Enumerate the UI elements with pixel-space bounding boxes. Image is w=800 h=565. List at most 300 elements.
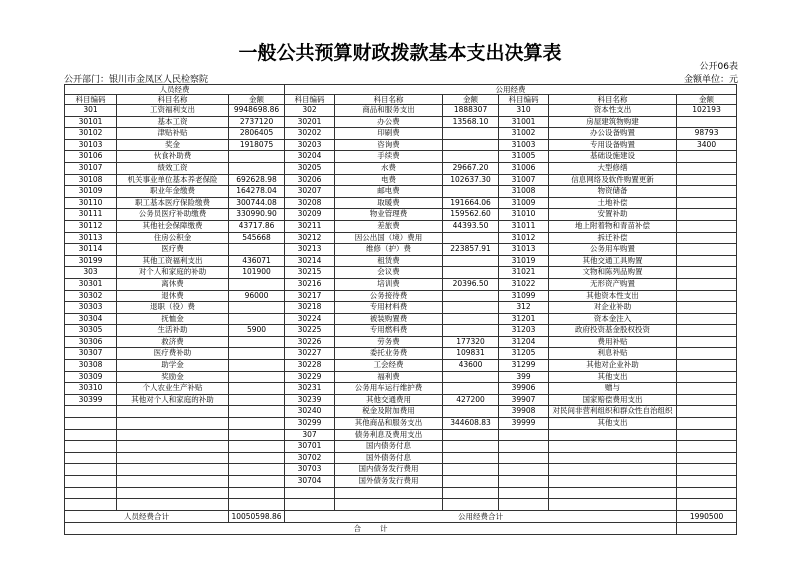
table-row bbox=[65, 128, 737, 140]
name-cell bbox=[117, 418, 229, 430]
table-row bbox=[65, 360, 737, 372]
amount-cell: 1888307 bbox=[443, 105, 499, 117]
table-row bbox=[65, 302, 737, 314]
code-cell: 30101 bbox=[65, 116, 117, 128]
amount-cell bbox=[229, 162, 285, 174]
name-cell: 离休费 bbox=[117, 278, 229, 290]
code-cell: 31204 bbox=[499, 336, 549, 348]
amount-cell: 3400 bbox=[677, 139, 737, 151]
amount-cell bbox=[677, 406, 737, 418]
name-cell: 文物和陈列品购置 bbox=[549, 267, 677, 279]
name-cell: 职工基本医疗保险缴费 bbox=[117, 197, 229, 209]
amount-cell: 2806405 bbox=[229, 128, 285, 140]
table-row bbox=[65, 325, 737, 337]
code-cell bbox=[499, 487, 549, 499]
code-cell: 31022 bbox=[499, 278, 549, 290]
table-row bbox=[65, 336, 737, 348]
name-cell: 税金及附加费用 bbox=[335, 406, 443, 418]
amount-cell bbox=[443, 499, 499, 511]
amount-cell bbox=[229, 336, 285, 348]
code-cell: 31005 bbox=[499, 151, 549, 163]
name-cell bbox=[335, 487, 443, 499]
table-row bbox=[65, 429, 737, 441]
name-cell: 津贴补贴 bbox=[117, 128, 229, 140]
table-row bbox=[65, 452, 737, 464]
amount-cell bbox=[677, 313, 737, 325]
name-cell: 被装购置费 bbox=[335, 313, 443, 325]
table-row bbox=[65, 348, 737, 360]
amount-cell: 427200 bbox=[443, 394, 499, 406]
code-cell: 30106 bbox=[65, 151, 117, 163]
name-cell: 培训费 bbox=[335, 278, 443, 290]
code-cell: 30201 bbox=[285, 116, 335, 128]
table-row bbox=[65, 278, 737, 290]
amount-cell bbox=[677, 220, 737, 232]
name-cell: 公务用车购置 bbox=[549, 244, 677, 256]
name-cell: 因公出国（境）费用 bbox=[335, 232, 443, 244]
name-cell: 基本工资 bbox=[117, 116, 229, 128]
amount-cell bbox=[443, 383, 499, 395]
amount-cell bbox=[229, 244, 285, 256]
amount-cell: 1918075 bbox=[229, 139, 285, 151]
name-cell: 政府投资基金股权投资 bbox=[549, 325, 677, 337]
amount-cell bbox=[229, 394, 285, 406]
code-cell: 30209 bbox=[285, 209, 335, 221]
amount-cell bbox=[229, 383, 285, 395]
name-cell: 奖金 bbox=[117, 139, 229, 151]
code-cell bbox=[65, 452, 117, 464]
code-cell bbox=[499, 476, 549, 488]
amount-cell bbox=[443, 371, 499, 383]
name-cell: 邮电费 bbox=[335, 186, 443, 198]
amount-cell bbox=[677, 302, 737, 314]
code-cell: 312 bbox=[499, 302, 549, 314]
table-row bbox=[65, 499, 737, 511]
amount-cell bbox=[443, 267, 499, 279]
code-cell: 30109 bbox=[65, 186, 117, 198]
name-cell: 赠与 bbox=[549, 383, 677, 395]
code-cell: 31299 bbox=[499, 360, 549, 372]
col-header-code: 科目编码 bbox=[65, 95, 117, 105]
name-cell: 退职（役）费 bbox=[117, 302, 229, 314]
name-cell: 救济费 bbox=[117, 336, 229, 348]
code-cell: 30108 bbox=[65, 174, 117, 186]
code-cell bbox=[65, 429, 117, 441]
amount-cell bbox=[443, 325, 499, 337]
table-row bbox=[65, 255, 737, 267]
code-cell: 30203 bbox=[285, 139, 335, 151]
table-row bbox=[65, 197, 737, 209]
amount-cell bbox=[443, 452, 499, 464]
name-cell: 地上附着物和青苗补偿 bbox=[549, 220, 677, 232]
amount-cell bbox=[443, 151, 499, 163]
amount-cell bbox=[677, 116, 737, 128]
name-cell: 国外债务付息 bbox=[335, 452, 443, 464]
name-cell: 对民间非营利组织和群众性自治组织 bbox=[549, 406, 677, 418]
code-cell: 30239 bbox=[285, 394, 335, 406]
name-cell: 大型修缮 bbox=[549, 162, 677, 174]
col-header-code: 科目编码 bbox=[499, 95, 549, 105]
amount-cell bbox=[677, 255, 737, 267]
amount-cell bbox=[229, 476, 285, 488]
col-header-amount: 金额 bbox=[443, 95, 499, 105]
code-cell: 30302 bbox=[65, 290, 117, 302]
amount-cell bbox=[677, 418, 737, 430]
amount-cell: 545668 bbox=[229, 232, 285, 244]
code-cell: 30702 bbox=[285, 452, 335, 464]
public-group-header: 公用经费 bbox=[285, 85, 737, 95]
table-row bbox=[65, 186, 737, 198]
name-cell: 办公设备购置 bbox=[549, 128, 677, 140]
amount-cell bbox=[443, 441, 499, 453]
table-row bbox=[65, 105, 737, 117]
name-cell: 公务员医疗补助缴费 bbox=[117, 209, 229, 221]
name-cell: 其他对企业补助 bbox=[549, 360, 677, 372]
amount-cell: 2737120 bbox=[229, 116, 285, 128]
code-cell: 39907 bbox=[499, 394, 549, 406]
code-cell: 30301 bbox=[65, 278, 117, 290]
code-cell bbox=[499, 464, 549, 476]
amount-cell: 344608.83 bbox=[443, 418, 499, 430]
code-cell bbox=[499, 441, 549, 453]
name-cell: 其他工资福利支出 bbox=[117, 255, 229, 267]
code-cell: 39908 bbox=[499, 406, 549, 418]
code-cell: 30199 bbox=[65, 255, 117, 267]
code-cell: 30215 bbox=[285, 267, 335, 279]
amount-cell bbox=[677, 429, 737, 441]
name-cell: 其他交通工具购置 bbox=[549, 255, 677, 267]
amount-cell: 102193 bbox=[677, 105, 737, 117]
code-cell: 30114 bbox=[65, 244, 117, 256]
name-cell bbox=[549, 499, 677, 511]
code-cell: 30224 bbox=[285, 313, 335, 325]
amount-cell bbox=[677, 290, 737, 302]
code-cell: 30110 bbox=[65, 197, 117, 209]
amount-cell bbox=[443, 302, 499, 314]
code-cell: 31010 bbox=[499, 209, 549, 221]
amount-cell: 109831 bbox=[443, 348, 499, 360]
name-cell: 其他支出 bbox=[549, 371, 677, 383]
code-cell: 30111 bbox=[65, 209, 117, 221]
code-cell: 30228 bbox=[285, 360, 335, 372]
amount-cell bbox=[677, 452, 737, 464]
code-cell: 30213 bbox=[285, 244, 335, 256]
code-cell: 30218 bbox=[285, 302, 335, 314]
amount-cell bbox=[443, 313, 499, 325]
table-row bbox=[65, 406, 737, 418]
code-cell: 30310 bbox=[65, 383, 117, 395]
table-row bbox=[65, 244, 737, 256]
name-cell: 退休费 bbox=[117, 290, 229, 302]
amount-cell: 98793 bbox=[677, 128, 737, 140]
amount-cell: 9948698.86 bbox=[229, 105, 285, 117]
name-cell: 住房公积金 bbox=[117, 232, 229, 244]
unit-label: 金额单位：元 bbox=[683, 75, 738, 85]
table-row bbox=[65, 487, 737, 499]
code-cell: 303 bbox=[65, 267, 117, 279]
name-cell: 绩效工资 bbox=[117, 162, 229, 174]
amount-cell bbox=[229, 441, 285, 453]
code-cell: 30240 bbox=[285, 406, 335, 418]
amount-cell bbox=[229, 464, 285, 476]
name-cell: 差旅费 bbox=[335, 220, 443, 232]
amount-cell bbox=[443, 476, 499, 488]
code-cell: 30227 bbox=[285, 348, 335, 360]
grand-total-value bbox=[677, 522, 737, 534]
code-cell bbox=[285, 487, 335, 499]
amount-cell: 5900 bbox=[229, 325, 285, 337]
amount-cell: 96000 bbox=[229, 290, 285, 302]
name-cell: 劳务费 bbox=[335, 336, 443, 348]
amount-cell: 330990.90 bbox=[229, 209, 285, 221]
name-cell: 其他支出 bbox=[549, 418, 677, 430]
form-code: 公开06表 bbox=[699, 62, 738, 72]
name-cell: 资本金注入 bbox=[549, 313, 677, 325]
amount-cell: 101900 bbox=[229, 267, 285, 279]
code-cell: 31012 bbox=[499, 232, 549, 244]
code-cell: 31099 bbox=[499, 290, 549, 302]
amount-cell bbox=[677, 464, 737, 476]
code-cell: 30205 bbox=[285, 162, 335, 174]
code-cell: 30304 bbox=[65, 313, 117, 325]
name-cell bbox=[335, 499, 443, 511]
code-cell bbox=[285, 499, 335, 511]
name-cell: 公务接待费 bbox=[335, 290, 443, 302]
code-cell: 31011 bbox=[499, 220, 549, 232]
amount-cell bbox=[443, 255, 499, 267]
code-cell: 30225 bbox=[285, 325, 335, 337]
code-cell bbox=[65, 464, 117, 476]
name-cell: 电费 bbox=[335, 174, 443, 186]
amount-cell bbox=[677, 371, 737, 383]
code-cell: 31203 bbox=[499, 325, 549, 337]
code-cell: 30207 bbox=[285, 186, 335, 198]
name-cell: 工会经费 bbox=[335, 360, 443, 372]
name-cell: 对个人和家庭的补助 bbox=[117, 267, 229, 279]
amount-cell bbox=[677, 267, 737, 279]
amount-cell bbox=[677, 278, 737, 290]
name-cell: 无形资产购置 bbox=[549, 278, 677, 290]
code-cell: 30202 bbox=[285, 128, 335, 140]
table-row bbox=[65, 116, 737, 128]
amount-cell bbox=[229, 278, 285, 290]
code-cell bbox=[65, 406, 117, 418]
name-cell: 基础设施建设 bbox=[549, 151, 677, 163]
table-row bbox=[65, 476, 737, 488]
name-cell bbox=[117, 429, 229, 441]
name-cell: 费用补贴 bbox=[549, 336, 677, 348]
code-cell: 30303 bbox=[65, 302, 117, 314]
name-cell: 委托业务费 bbox=[335, 348, 443, 360]
table-row bbox=[65, 313, 737, 325]
code-cell: 31021 bbox=[499, 267, 549, 279]
amount-cell bbox=[677, 325, 737, 337]
amount-cell bbox=[229, 360, 285, 372]
code-cell bbox=[499, 429, 549, 441]
amount-cell bbox=[677, 383, 737, 395]
amount-cell bbox=[677, 162, 737, 174]
col-header-name: 科目名称 bbox=[117, 95, 229, 105]
name-cell: 水费 bbox=[335, 162, 443, 174]
name-cell: 取暖费 bbox=[335, 197, 443, 209]
amount-cell bbox=[677, 197, 737, 209]
col-header-amount: 金额 bbox=[229, 95, 285, 105]
amount-cell bbox=[677, 209, 737, 221]
name-cell bbox=[117, 452, 229, 464]
name-cell bbox=[117, 487, 229, 499]
name-cell: 医疗费 bbox=[117, 244, 229, 256]
amount-cell bbox=[443, 128, 499, 140]
name-cell bbox=[549, 464, 677, 476]
table-row bbox=[65, 174, 737, 186]
name-cell: 安置补助 bbox=[549, 209, 677, 221]
code-cell bbox=[65, 441, 117, 453]
name-cell: 工资福利支出 bbox=[117, 105, 229, 117]
code-cell: 30212 bbox=[285, 232, 335, 244]
code-cell: 30214 bbox=[285, 255, 335, 267]
amount-cell: 300744.08 bbox=[229, 197, 285, 209]
amount-cell: 13568.10 bbox=[443, 116, 499, 128]
code-cell: 39999 bbox=[499, 418, 549, 430]
name-cell bbox=[117, 499, 229, 511]
amount-cell bbox=[229, 348, 285, 360]
table-row bbox=[65, 139, 737, 151]
grand-total-row bbox=[65, 522, 737, 534]
group-header-row bbox=[65, 85, 737, 95]
code-cell: 30399 bbox=[65, 394, 117, 406]
name-cell: 国家赔偿费用支出 bbox=[549, 394, 677, 406]
code-cell: 31009 bbox=[499, 197, 549, 209]
name-cell: 资本性支出 bbox=[549, 105, 677, 117]
code-cell: 30703 bbox=[285, 464, 335, 476]
amount-cell bbox=[443, 290, 499, 302]
name-cell: 土地补偿 bbox=[549, 197, 677, 209]
code-cell bbox=[499, 499, 549, 511]
code-cell: 31201 bbox=[499, 313, 549, 325]
amount-cell: 20396.50 bbox=[443, 278, 499, 290]
amount-cell: 43600 bbox=[443, 360, 499, 372]
code-cell: 30309 bbox=[65, 371, 117, 383]
code-cell: 31007 bbox=[499, 174, 549, 186]
amount-cell bbox=[229, 406, 285, 418]
code-cell: 30307 bbox=[65, 348, 117, 360]
code-cell bbox=[65, 476, 117, 488]
code-cell: 31001 bbox=[499, 116, 549, 128]
amount-cell bbox=[677, 487, 737, 499]
name-cell: 其他资本性支出 bbox=[549, 290, 677, 302]
amount-cell bbox=[677, 476, 737, 488]
code-cell: 30208 bbox=[285, 197, 335, 209]
amount-cell bbox=[443, 406, 499, 418]
name-cell: 个人农业生产补贴 bbox=[117, 383, 229, 395]
amount-cell: 43717.86 bbox=[229, 220, 285, 232]
table-row bbox=[65, 371, 737, 383]
col-header-amount: 金额 bbox=[677, 95, 737, 105]
amount-cell bbox=[229, 302, 285, 314]
name-cell bbox=[117, 464, 229, 476]
name-cell: 福利费 bbox=[335, 371, 443, 383]
name-cell: 公务用车运行维护费 bbox=[335, 383, 443, 395]
code-cell: 31205 bbox=[499, 348, 549, 360]
table-row bbox=[65, 394, 737, 406]
code-cell: 399 bbox=[499, 371, 549, 383]
name-cell: 债务利息及费用支出 bbox=[335, 429, 443, 441]
name-cell: 国内债务付息 bbox=[335, 441, 443, 453]
name-cell: 房屋建筑物购建 bbox=[549, 116, 677, 128]
table-row bbox=[65, 290, 737, 302]
amount-cell: 44393.50 bbox=[443, 220, 499, 232]
name-cell: 其他商品和服务支出 bbox=[335, 418, 443, 430]
subtotal-row bbox=[65, 510, 737, 522]
name-cell: 伙食补助费 bbox=[117, 151, 229, 163]
table-row bbox=[65, 464, 737, 476]
name-cell bbox=[549, 487, 677, 499]
code-cell: 30102 bbox=[65, 128, 117, 140]
amount-cell bbox=[443, 464, 499, 476]
amount-cell bbox=[677, 394, 737, 406]
name-cell: 拆迁补偿 bbox=[549, 232, 677, 244]
code-cell: 30226 bbox=[285, 336, 335, 348]
name-cell: 其他对个人和家庭的补助 bbox=[117, 394, 229, 406]
amount-cell bbox=[677, 232, 737, 244]
code-cell: 30206 bbox=[285, 174, 335, 186]
amount-cell bbox=[229, 452, 285, 464]
table-row bbox=[65, 383, 737, 395]
amount-cell bbox=[229, 499, 285, 511]
name-cell: 咨询费 bbox=[335, 139, 443, 151]
name-cell bbox=[549, 476, 677, 488]
amount-cell bbox=[677, 499, 737, 511]
amount-cell bbox=[443, 139, 499, 151]
code-cell: 30306 bbox=[65, 336, 117, 348]
code-cell bbox=[65, 418, 117, 430]
public-total-value: 1990500 bbox=[677, 510, 737, 522]
name-cell: 印刷费 bbox=[335, 128, 443, 140]
amount-cell: 191664.06 bbox=[443, 197, 499, 209]
amount-cell: 436071 bbox=[229, 255, 285, 267]
code-cell: 30217 bbox=[285, 290, 335, 302]
code-cell: 30229 bbox=[285, 371, 335, 383]
code-cell: 30231 bbox=[285, 383, 335, 395]
code-cell: 30299 bbox=[285, 418, 335, 430]
table-row bbox=[65, 151, 737, 163]
name-cell: 专用设备购置 bbox=[549, 139, 677, 151]
code-cell: 30204 bbox=[285, 151, 335, 163]
code-cell bbox=[499, 452, 549, 464]
amount-cell bbox=[229, 151, 285, 163]
code-cell: 30113 bbox=[65, 232, 117, 244]
grand-total-label: 合 计 bbox=[65, 522, 677, 534]
amount-cell bbox=[443, 232, 499, 244]
amount-cell bbox=[229, 418, 285, 430]
amount-cell bbox=[677, 348, 737, 360]
amount-cell bbox=[229, 313, 285, 325]
code-cell: 31019 bbox=[499, 255, 549, 267]
code-cell: 301 bbox=[65, 105, 117, 117]
amount-cell: 223857.91 bbox=[443, 244, 499, 256]
code-cell: 30112 bbox=[65, 220, 117, 232]
amount-cell: 29667.20 bbox=[443, 162, 499, 174]
name-cell: 会议费 bbox=[335, 267, 443, 279]
name-cell: 租赁费 bbox=[335, 255, 443, 267]
code-cell: 30216 bbox=[285, 278, 335, 290]
col-header-name: 科目名称 bbox=[335, 95, 443, 105]
table-row bbox=[65, 441, 737, 453]
name-cell: 手续费 bbox=[335, 151, 443, 163]
code-cell: 30107 bbox=[65, 162, 117, 174]
amount-cell bbox=[229, 429, 285, 441]
name-cell: 对企业补助 bbox=[549, 302, 677, 314]
